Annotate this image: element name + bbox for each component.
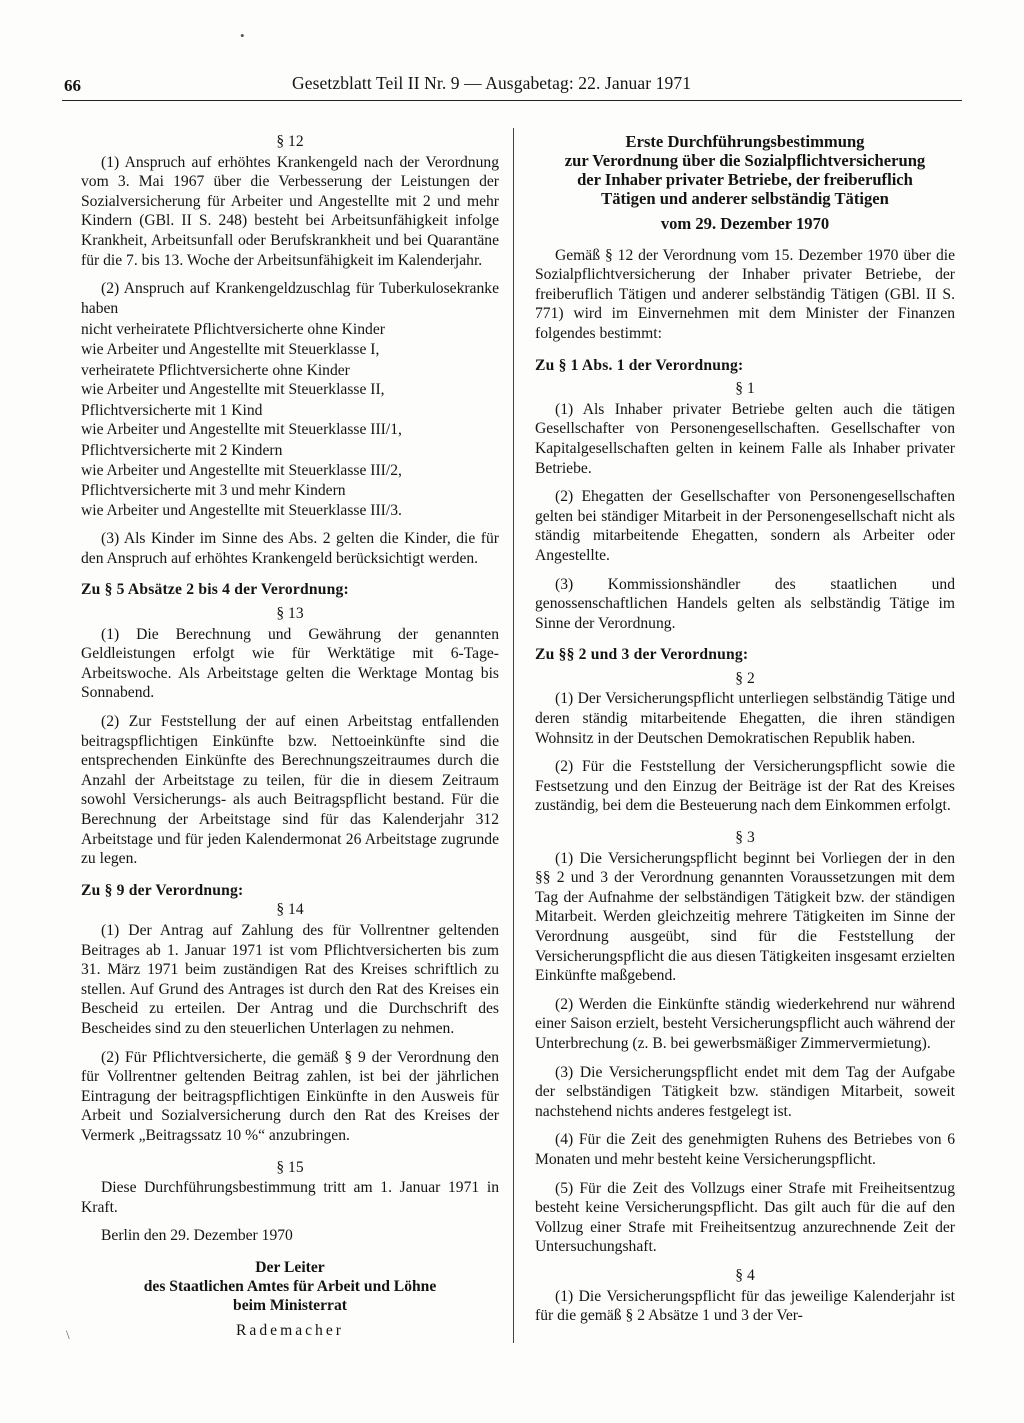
regulation-title <box>535 132 955 208</box>
paragraph-2-2: (2) Für die Feststellung der Versicherungspflicht sowie die Festsetzung und den Einzug der Beiträge ist der Rat des Kreises zuständig, bei dem die Besteuerung nach dem Einkommen erfolgt. <box>535 758 955 815</box>
page-number: 66 <box>64 76 81 95</box>
paragraph-3-3: (3) Die Versicherungspflicht endet mit dem Tag der Aufgabe der selbständigen Tätigkeit bzw. ständigen Mitarbeit, soweit nachstehend nichts anderes festgelegt ist. <box>535 1063 955 1120</box>
paragraph-15-1: Diese Durchführungsbestimmung tritt am 1. Januar 1971 in Kraft. <box>81 1179 499 1216</box>
list-item: wie Arbeiter und Angestellte mit Steuerklasse II, <box>81 381 385 399</box>
paragraph-3-1: (1) Die Versicherungspflicht beginnt bei Vorliegen der in den §§ 2 und 3 der Verordnung genannten Voraussetzungen mit dem Tag der Aufnahme der selbständigen Tätigkeit bzw. der ständigen Mitarbeit. Werden gleichzeitig mehrere Tätigkeiten im Sinne der Verordnung ausgeübt, sind für die Feststellung der Versicherungspflicht die aus diesen Tätigkeiten insgesamt erzielten Einkünfte maßgebend. <box>535 849 955 985</box>
paragraph-3-2: (2) Werden die Einkünfte ständig wiederkehrend nur während einer Saison erzielt, besteht Versicherungspflicht auch während der Unterbrechung (z. B. bei gewerbsmäßiger Zimmervermietung). <box>535 995 955 1052</box>
title-line: Erste Durchführungsbestimmung <box>625 132 865 151</box>
signature-ministry: beim Ministerrat <box>233 1296 347 1314</box>
paragraph-2-1: (1) Der Versicherungspflicht unterliegen selbständig Tätige und deren ständig mitarbeitende Ehegatten, die ihren ständigen Wohnsitz in der Deutschen Demokratischen Republik haben. <box>535 690 955 747</box>
paragraph-1-2: (2) Ehegatten der Gesellschafter von Personengesellschaften gelten bei ständiger Mitarbeit in der Personengesellschaft nicht als ständig mitarbeitende Ehegatten, sondern als Arbeiter oder Angestellte. <box>535 488 955 564</box>
section-heading-4: § 4 <box>735 1266 755 1284</box>
paragraph-1-1: (1) Als Inhaber privater Betriebe gelten auch die tätigen Gesellschafter von Personengesellschaften. Gesellschafter von Kapitalgesellschaften gelten in keinem Falle als Inhaber privater Betriebe. <box>535 400 955 477</box>
section-heading-1: § 1 <box>735 380 755 398</box>
signature-block <box>81 1258 499 1315</box>
paragraph-3-5: (5) Für die Zeit des Vollzugs einer Strafe mit Freiheitsentzug besteht keine Versicherungspflicht. Das gilt auch für die auf den Vollzug einer Strafe mit Freiheitsentzug anzurechnende Zeit der Untersuchungshaft. <box>535 1179 955 1256</box>
list-item: wie Arbeiter und Angestellte mit Steuerklasse III/1, <box>81 421 402 439</box>
list-item: nicht verheiratete Pflichtversicherte ohne Kinder <box>81 321 385 339</box>
section-heading-13: § 13 <box>276 605 304 623</box>
subheading-s5: Zu § 5 Absätze 2 bis 4 der Verordnung: <box>81 581 349 599</box>
scan-mark: \ <box>66 1327 70 1342</box>
column-divider <box>513 128 514 1343</box>
subheading-s9: Zu § 9 der Verordnung: <box>81 881 244 899</box>
place-date: Berlin den 29. Dezember 1970 <box>101 1227 293 1245</box>
paragraph-3-4: (4) Für die Zeit des genehmigten Ruhens des Betriebes von 6 Monaten und mehr besteht keine Versicherungspflicht. <box>535 1131 955 1168</box>
subheading-s2-3: Zu §§ 2 und 3 der Verordnung: <box>535 646 749 664</box>
section-heading-12: § 12 <box>276 133 304 150</box>
list-item: wie Arbeiter und Angestellte mit Steuerklasse III/2, <box>81 461 402 479</box>
paragraph-12-2: (2) Anspruch auf Krankengeldzuschlag für Tuberkulosekranke haben <box>81 280 499 317</box>
paragraph-13-2: (2) Zur Feststellung der auf einen Arbeitstag entfallenden beitragspflichtigen Einkünfte bzw. Nettoeinkünfte sind die entsprechenden Einkünfte des Berechnungszeitraumes durch die Anzahl der Arbeitstage zu teilen, für die in diesem Zeitraum sowohl Versicherungs- als auch Beitragspflicht bestand. Für die Berechnung der Arbeitstage sind für das Kalenderjahr 312 Arbeitstage und für jeden Kalendermonat 26 Arbeitstage zugrunde zu legen. <box>81 713 499 868</box>
title-line: zur Verordnung über die Sozialpflichtversicherung <box>564 151 926 170</box>
list-item: wie Arbeiter und Angestellte mit Steuerklasse I, <box>81 340 380 358</box>
title-line: der Inhaber privater Betriebe, der freiberuflich <box>577 170 913 189</box>
list-item: Pflichtversicherte mit 3 und mehr Kindern <box>81 482 346 500</box>
list-item: verheiratete Pflichtversicherte ohne Kinder <box>81 361 350 379</box>
left-column <box>81 132 499 1340</box>
paragraph-4-1: (1) Die Versicherungspflicht für das jeweilige Kalenderjahr ist für die gemäß § 2 Absätze 1 und 3 der Ver- <box>535 1287 955 1325</box>
tax-class-list <box>81 320 499 520</box>
list-item: Pflichtversicherte mit 2 Kindern <box>81 441 283 459</box>
running-head: Gesetzblatt Teil II Nr. 9 — Ausgabetag: 22. Januar 1971 <box>292 73 692 93</box>
right-column <box>535 132 955 1335</box>
section-heading-15: § 15 <box>276 1158 304 1176</box>
subheading-s1: Zu § 1 Abs. 1 der Verordnung: <box>535 356 744 374</box>
paragraph-14-2: (2) Für Pflichtversicherte, die gemäß § 9 der Verordnung den für Vollrentner geltenden Beitrag zahlen, ist bei der jährlichen Eintragung der beitragspflichtigen Einkünfte in den Ausweis für Arbeit und Sozialversicherung durch den Rat des Kreises der Vermerk „Beitragssatz 10 %“ anzubringen. <box>81 1048 499 1144</box>
paragraph-12-3: (3) Als Kinder im Sinne des Abs. 2 gelten die Kinder, die für den Anspruch auf erhöhtes Krankengeld berücksichtigt werden. <box>81 530 499 567</box>
header-rule <box>62 100 962 101</box>
intro-paragraph: Gemäß § 12 der Verordnung vom 15. Dezember 1970 über die Sozialpflichtversicherung der Inhaber privater Betriebe, der freiberuflich Tätigen und anderer selbständig Tätigen (GBl. II S. 771) wird im Einvernehmen mit dem Minister der Finanzen folgendes bestimmt: <box>535 246 955 342</box>
paragraph-13-1: (1) Die Berechnung und Gewährung der genannten Geldleistungen erfolgt wie für Werktätige mit 6-Tage-Arbeitswoche. Als Arbeitstage gelten die Werktage Montag bis Sonnabend. <box>81 625 499 702</box>
signature-office: des Staatlichen Amtes für Arbeit und Löhne <box>143 1277 437 1295</box>
section-heading-14: § 14 <box>276 901 304 919</box>
list-item: Pflichtversicherte mit 1 Kind <box>81 401 263 419</box>
section-heading-3: § 3 <box>735 829 755 847</box>
signature-title: Der Leiter <box>255 1258 325 1276</box>
regulation-date: vom 29. Dezember 1970 <box>660 214 830 233</box>
paragraph-12-1: (1) Anspruch auf erhöhtes Krankengeld nach der Verordnung vom 3. Mai 1967 über die Verbesserung der Leistungen der Sozialversicherung für Arbeiter und Angestellte mit 2 und mehr Kindern (GBl. II S. 248) besteht bei Arbeitsunfähigkeit infolge Krankheit, Arbeitsunfall oder Berufskrankheit und bei Quarantäne für die 7. bis 13. Woche der Arbeitsunfähigkeit im Kalenderjahr. <box>81 153 499 269</box>
section-heading-2: § 2 <box>735 669 755 687</box>
list-item: wie Arbeiter und Angestellte mit Steuerklasse III/3. <box>81 501 402 519</box>
signatory-name: Rademacher <box>236 1321 344 1339</box>
paragraph-14-1: (1) Der Antrag auf Zahlung des für Vollrentner geltenden Beitrages ab 1. Januar 1971 ist vom Pflichtversicherten bis zum 31. März 1971 beim zuständigen Rat des Kreises schriftlich zu stellen. Auf Grund des Antrages ist durch den Rat des Kreises ein Bescheid zu erteilen. Der Antrag und die Durchschrift des Bescheides sind zu den steuerlichen Unterlagen zu nehmen. <box>81 921 499 1037</box>
paragraph-1-3: (3) Kommissionshändler des staatlichen und genossenschaftlichen Handels gelten als selbständig Tätige im Sinne der Verordnung. <box>535 575 955 632</box>
scan-mark: • <box>240 28 245 43</box>
title-line: Tätigen und anderer selbständig Tätigen <box>601 189 889 208</box>
